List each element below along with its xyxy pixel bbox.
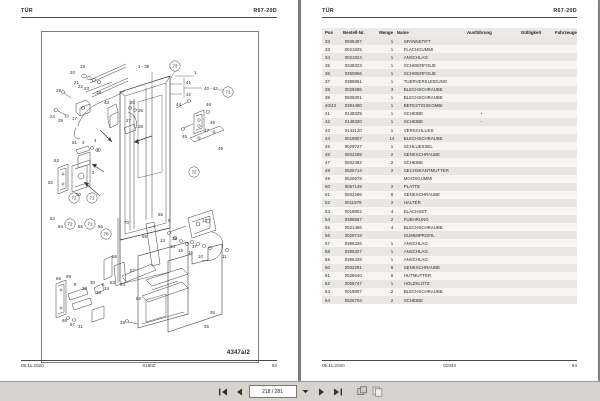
column-header-pos: Pos bbox=[325, 30, 334, 35]
cell-pos: 41 bbox=[325, 111, 330, 117]
cell-quantity: 1 bbox=[390, 248, 394, 254]
svg-text:15: 15 bbox=[178, 248, 183, 253]
table-row bbox=[322, 142, 577, 150]
cell-order-number: 0606301 bbox=[344, 95, 362, 101]
table-row bbox=[322, 264, 577, 272]
table-row bbox=[322, 126, 577, 134]
column-header-version: Ausführung bbox=[466, 30, 492, 35]
cell-order-number: 0019807 bbox=[344, 135, 362, 141]
table-row bbox=[322, 118, 577, 126]
cell-order-number: 0528640 bbox=[344, 273, 362, 279]
svg-text:66: 66 bbox=[56, 276, 61, 281]
svg-text:35: 35 bbox=[204, 324, 209, 329]
cell-order-number: 0396327 bbox=[344, 248, 362, 254]
column-header-name: Name bbox=[396, 30, 409, 35]
table-row bbox=[322, 272, 577, 280]
cell-quantity: 1 bbox=[390, 119, 394, 125]
svg-text:34: 34 bbox=[104, 286, 109, 291]
cell-quantity: 1 bbox=[390, 38, 394, 44]
cell-order-number: 0394480 bbox=[344, 103, 362, 109]
drawing-number: 4347a/2 bbox=[226, 350, 250, 356]
svg-text:17: 17 bbox=[72, 116, 77, 121]
cell-name: HALTER bbox=[403, 200, 421, 206]
column-header-quantity: Menge bbox=[379, 30, 394, 35]
cell-quantity: 2 bbox=[390, 297, 394, 303]
cell-pos: 59 bbox=[325, 257, 330, 263]
cell-pos: 60 bbox=[325, 265, 330, 271]
page-right[interactable] bbox=[301, 0, 598, 381]
cell-name: SCHEIBE bbox=[403, 297, 424, 303]
svg-text:70: 70 bbox=[103, 231, 109, 237]
cell-name: BLECHSCHRAUBE bbox=[403, 87, 443, 93]
table-row bbox=[322, 134, 577, 142]
cell-order-number: 0521486 bbox=[344, 224, 362, 230]
svg-text:2: 2 bbox=[92, 170, 95, 175]
cell-quantity: 1 bbox=[390, 103, 394, 109]
cell-pos: 40/43 bbox=[325, 103, 336, 109]
right-header-rule bbox=[322, 17, 577, 18]
cell-quantity: 1 bbox=[390, 79, 394, 85]
cell-quantity: 1 bbox=[390, 257, 394, 263]
svg-text:36: 36 bbox=[210, 310, 215, 315]
svg-text:20: 20 bbox=[130, 100, 135, 105]
right-header-title: TÜR bbox=[322, 8, 334, 14]
rotate-view-button[interactable] bbox=[356, 385, 369, 398]
svg-text:62: 62 bbox=[50, 216, 55, 221]
svg-text:44: 44 bbox=[176, 102, 181, 107]
svg-text:70: 70 bbox=[124, 220, 129, 225]
svg-text:62: 62 bbox=[136, 296, 141, 301]
table-body bbox=[322, 37, 577, 304]
cell-name: SENKSCHRAUBE bbox=[403, 151, 441, 157]
svg-text:12: 12 bbox=[202, 218, 207, 223]
svg-text:27: 27 bbox=[126, 118, 131, 123]
cell-pos: 55 bbox=[325, 224, 330, 230]
cell-name: SECHSKANTMUTTER bbox=[403, 168, 449, 174]
table-row bbox=[322, 77, 577, 85]
svg-text:52: 52 bbox=[48, 180, 53, 185]
cell-pos: 50 bbox=[325, 184, 330, 190]
svg-text:16: 16 bbox=[188, 250, 193, 255]
svg-text:64: 64 bbox=[120, 282, 125, 287]
cell-name: SENKSCHRAUBE bbox=[403, 265, 441, 271]
svg-text:33: 33 bbox=[96, 290, 101, 295]
cell-name: HOLZKLOTZ bbox=[403, 281, 430, 287]
cell-name: GUMMIPROFIL bbox=[403, 232, 435, 238]
cell-quantity: 2 bbox=[390, 200, 394, 206]
cell-order-number: 0143120 bbox=[344, 127, 362, 133]
cell-name: BLECHSCHRAUBE bbox=[403, 224, 443, 230]
cell-order-number: 0029286 bbox=[344, 87, 362, 93]
right-page-footer bbox=[322, 360, 577, 372]
cell-pos: 36 bbox=[325, 70, 330, 76]
right-page-header bbox=[301, 8, 598, 22]
navigation-toolbar bbox=[0, 381, 600, 401]
copy-icon bbox=[372, 386, 383, 397]
cell-name: ANSCHLAG bbox=[403, 54, 428, 60]
cell-quantity: 1 bbox=[390, 240, 394, 246]
svg-text:6: 6 bbox=[102, 282, 105, 287]
rotate-icon bbox=[357, 386, 368, 397]
cell-quantity: 2 bbox=[390, 289, 394, 295]
table-row bbox=[322, 183, 577, 191]
table-row bbox=[322, 239, 577, 247]
cell-name: ANSCHLAG bbox=[403, 248, 428, 254]
cell-quantity: 14 bbox=[389, 135, 395, 141]
cell-name: SCHEIBE bbox=[403, 119, 424, 125]
cell-order-number: 0505497 bbox=[344, 38, 362, 44]
cell-order-number: 0148320 bbox=[344, 119, 362, 125]
svg-text:65: 65 bbox=[158, 212, 163, 217]
svg-text:1 - 39: 1 - 39 bbox=[138, 64, 150, 69]
last-page-icon bbox=[333, 388, 342, 396]
cell-quantity: 3 bbox=[390, 87, 394, 93]
svg-text:37: 37 bbox=[192, 244, 197, 249]
cell-order-number: 0057149 bbox=[344, 184, 362, 190]
cell-pos: 37 bbox=[325, 79, 330, 85]
left-footer-rule bbox=[21, 360, 277, 361]
cell-order-number: 0350866 bbox=[344, 70, 362, 76]
svg-text:14: 14 bbox=[170, 244, 175, 249]
svg-text:13: 13 bbox=[160, 238, 165, 243]
svg-text:38: 38 bbox=[120, 320, 125, 325]
cell-order-number: 0396326 bbox=[344, 240, 362, 246]
parts-table bbox=[322, 28, 577, 304]
cell-quantity: 2 bbox=[390, 184, 394, 190]
left-footer-page-number: 63 bbox=[271, 363, 277, 368]
table-row bbox=[322, 231, 577, 239]
svg-text:10: 10 bbox=[198, 254, 203, 259]
cell-name: SCHEIBE bbox=[403, 159, 424, 165]
right-footer-code: 01933 bbox=[443, 363, 456, 368]
cell-quantity: 2 bbox=[390, 151, 394, 157]
svg-text:72: 72 bbox=[67, 221, 73, 227]
svg-text:41: 41 bbox=[186, 80, 191, 85]
cell-name: SCHEIBE bbox=[403, 111, 424, 117]
svg-text:47: 47 bbox=[204, 128, 209, 133]
table-row bbox=[322, 167, 577, 175]
table-row bbox=[322, 288, 577, 296]
svg-text:22: 22 bbox=[78, 84, 83, 89]
page-left[interactable] bbox=[0, 0, 298, 381]
svg-text:56: 56 bbox=[98, 224, 103, 229]
cell-name: TUERVERKLEIDUNG bbox=[403, 79, 448, 85]
table-row bbox=[322, 110, 577, 118]
svg-text:21: 21 bbox=[74, 80, 79, 85]
table-row bbox=[322, 247, 577, 255]
cell-order-number: 0502482 bbox=[344, 159, 362, 165]
svg-text:1: 1 bbox=[194, 70, 197, 75]
cell-order-number: 0396328 bbox=[344, 257, 362, 263]
cell-order-number: 0019807 bbox=[344, 289, 362, 295]
svg-text:69: 69 bbox=[66, 274, 71, 279]
svg-text:72: 72 bbox=[191, 169, 197, 175]
chevron-down-icon bbox=[302, 389, 309, 394]
next-page-icon bbox=[318, 388, 325, 396]
cell-name: SCHLUESSEL bbox=[403, 143, 433, 149]
cell-pos: 48 bbox=[325, 168, 330, 174]
svg-text:39: 39 bbox=[172, 236, 177, 241]
exploded-door-diagram bbox=[42, 32, 258, 362]
svg-text:5: 5 bbox=[168, 218, 171, 223]
svg-text:8: 8 bbox=[74, 282, 77, 287]
left-header-title: TÜR bbox=[21, 8, 33, 14]
table-row bbox=[322, 53, 577, 61]
cell-pos: 58 bbox=[325, 248, 330, 254]
cell-quantity: 1 bbox=[390, 111, 394, 117]
table-row bbox=[322, 102, 577, 110]
cell-pos: 47 bbox=[325, 159, 330, 165]
cell-order-number: 0502286 bbox=[344, 192, 362, 198]
svg-text:48: 48 bbox=[210, 120, 215, 125]
first-page-icon bbox=[219, 388, 228, 396]
cell-name: SCHWERFOLIE bbox=[403, 62, 436, 68]
svg-text:18: 18 bbox=[96, 90, 101, 95]
svg-text:26: 26 bbox=[138, 108, 143, 113]
cell-pos: 44 bbox=[325, 135, 330, 141]
cell-pos: 53 bbox=[325, 208, 330, 214]
previous-page-button[interactable] bbox=[233, 384, 247, 399]
svg-text:57: 57 bbox=[130, 268, 135, 273]
cell-name: BLECHSCHRAUBE bbox=[403, 289, 443, 295]
svg-text:19: 19 bbox=[80, 64, 85, 69]
cell-quantity: 6 bbox=[390, 273, 394, 279]
first-page-button[interactable] bbox=[217, 384, 231, 399]
svg-text:25: 25 bbox=[58, 118, 63, 123]
svg-text:63: 63 bbox=[110, 280, 115, 285]
cell-quantity: 1 bbox=[390, 62, 394, 68]
cell-name: VERSCHLUSS bbox=[403, 127, 434, 133]
svg-text:3: 3 bbox=[82, 140, 85, 145]
cell-quantity: 1 bbox=[390, 46, 394, 52]
cell-quantity: 2 bbox=[390, 216, 394, 222]
table-row bbox=[322, 296, 577, 304]
svg-text:54: 54 bbox=[58, 224, 63, 229]
cell-pos: 54 bbox=[325, 216, 330, 222]
last-page-button[interactable] bbox=[331, 384, 345, 399]
cell-order-number: 0011979 bbox=[344, 200, 362, 206]
cell-name: FLACHGUMMI bbox=[403, 46, 434, 52]
cell-quantity: 2 bbox=[390, 159, 394, 165]
cell-pos: 49 bbox=[325, 176, 330, 182]
svg-text:24: 24 bbox=[50, 114, 55, 119]
svg-text:50: 50 bbox=[76, 192, 81, 197]
table-row bbox=[322, 191, 577, 199]
table-row bbox=[322, 215, 577, 223]
cell-pos: 46 bbox=[325, 151, 330, 157]
cell-name: SENKSCHRAUBE bbox=[403, 192, 441, 198]
next-page-button[interactable] bbox=[315, 384, 329, 399]
cell-pos: 63 bbox=[325, 289, 330, 295]
svg-text:45: 45 bbox=[182, 134, 187, 139]
svg-text:55: 55 bbox=[78, 224, 83, 229]
cell-pos: 57 bbox=[325, 240, 330, 246]
cell-name: BLECHSCHRAUBE bbox=[403, 95, 443, 101]
cell-quantity: 1 bbox=[390, 127, 394, 133]
table-row bbox=[322, 199, 577, 207]
table-row bbox=[322, 223, 577, 231]
cell-pos: 34 bbox=[325, 54, 330, 60]
left-page-footer bbox=[21, 360, 277, 372]
cell-quantity: 1 bbox=[390, 95, 394, 101]
cell-order-number: 0148329 bbox=[344, 111, 362, 117]
table-row bbox=[322, 175, 577, 183]
technical-drawing-frame bbox=[41, 31, 259, 363]
cell-name: BEFESTIGSKOMBI bbox=[403, 103, 443, 109]
svg-text:46: 46 bbox=[206, 102, 211, 107]
cell-order-number: 0056747 bbox=[344, 281, 362, 287]
svg-text:29: 29 bbox=[56, 88, 61, 93]
cell-quantity: 4 bbox=[390, 224, 394, 230]
cell-pos: 33 bbox=[325, 46, 330, 52]
cell-name: PLATTE bbox=[403, 184, 421, 190]
page-dropdown-button[interactable] bbox=[299, 384, 313, 399]
table-row bbox=[322, 37, 577, 45]
cell-order-number: 0021824 bbox=[344, 54, 362, 60]
cell-quantity: 8 bbox=[390, 192, 394, 198]
cell-pos: 64 bbox=[325, 297, 330, 303]
cell-order-number: 0525704 bbox=[344, 297, 362, 303]
cell-version: + bbox=[480, 111, 484, 117]
svg-text:56: 56 bbox=[112, 254, 117, 259]
cell-version: - bbox=[480, 119, 482, 125]
table-row bbox=[322, 45, 577, 53]
svg-text:49: 49 bbox=[218, 146, 223, 151]
cell-name: SCHWERFOLIE bbox=[403, 70, 436, 76]
svg-text:28: 28 bbox=[138, 124, 143, 129]
table-row bbox=[322, 94, 577, 102]
cell-pos: 43 bbox=[325, 127, 330, 133]
table-row bbox=[322, 158, 577, 166]
left-header-reference: R67-20D bbox=[253, 8, 277, 14]
table-row bbox=[322, 69, 577, 77]
cell-order-number: 0525714 bbox=[344, 168, 362, 174]
cell-quantity: 1 bbox=[390, 281, 394, 287]
cell-order-number: 0388861 bbox=[344, 79, 362, 85]
cell-order-number: 0502285 bbox=[344, 151, 362, 157]
cell-order-number: 0388557 bbox=[344, 216, 362, 222]
cell-order-number: 0029727 bbox=[344, 143, 362, 149]
cell-order-number: 0021825 bbox=[344, 46, 362, 52]
svg-text:30: 30 bbox=[90, 280, 95, 285]
svg-text:23: 23 bbox=[84, 86, 89, 91]
cell-pos: 45 bbox=[325, 143, 330, 149]
svg-text:67: 67 bbox=[70, 322, 75, 327]
cell-pos: 52 bbox=[325, 200, 330, 206]
cell-name: FUEHRUNG bbox=[403, 216, 429, 222]
svg-text:43: 43 bbox=[104, 100, 109, 105]
svg-text:11: 11 bbox=[222, 254, 227, 259]
copy-page-button[interactable] bbox=[371, 385, 384, 398]
svg-text:31: 31 bbox=[78, 324, 83, 329]
column-header-vehicles: Fahrzeuge bbox=[555, 30, 577, 35]
cell-order-number: 0029719 bbox=[344, 232, 362, 238]
cell-pos: 51 bbox=[325, 192, 330, 198]
svg-text:68: 68 bbox=[62, 318, 67, 323]
cell-quantity: 2 bbox=[390, 168, 394, 174]
table-row bbox=[322, 86, 577, 94]
cell-order-number: 0348323 bbox=[344, 62, 362, 68]
cell-quantity: 1 bbox=[390, 143, 394, 149]
previous-page-icon bbox=[236, 388, 243, 396]
svg-text:71: 71 bbox=[89, 195, 95, 201]
cell-name: SPANNSTIFT bbox=[403, 38, 431, 44]
cell-order-number: 0019802 bbox=[344, 208, 362, 214]
cell-order-number: 0502291 bbox=[344, 265, 362, 271]
cell-name: ELACHSET bbox=[403, 208, 427, 214]
svg-text:53: 53 bbox=[54, 158, 59, 163]
left-footer-code: 0190Z bbox=[142, 363, 156, 368]
cell-pos: 33 bbox=[325, 38, 330, 44]
cell-quantity: 1 bbox=[390, 54, 394, 60]
cell-pos: 62 bbox=[325, 281, 330, 287]
cell-pos: 39 bbox=[325, 95, 330, 101]
cell-pos: 42 bbox=[325, 119, 330, 125]
cell-name: ANSCHLAG bbox=[403, 257, 428, 263]
svg-text:4: 4 bbox=[94, 138, 97, 143]
right-footer-rule bbox=[322, 360, 577, 361]
left-page-header bbox=[0, 8, 298, 22]
cell-order-number: 0520678 bbox=[344, 176, 362, 182]
svg-text:71: 71 bbox=[225, 89, 231, 95]
svg-text:51: 51 bbox=[72, 140, 77, 145]
column-header-validity: Gültigkeit bbox=[520, 30, 542, 35]
svg-text:58: 58 bbox=[142, 234, 147, 239]
table-row bbox=[322, 150, 577, 158]
svg-text:42: 42 bbox=[186, 92, 191, 97]
svg-text:71: 71 bbox=[87, 221, 93, 227]
svg-text:73: 73 bbox=[172, 63, 178, 69]
cell-pos: 61 bbox=[325, 273, 330, 279]
right-footer-date: 05.11.2020 bbox=[322, 363, 345, 368]
svg-text:72: 72 bbox=[71, 195, 77, 201]
cell-name: ANSCHLAG bbox=[403, 240, 428, 246]
cell-quantity: 6 bbox=[390, 265, 394, 271]
svg-text:40 - 43: 40 - 43 bbox=[204, 86, 218, 91]
left-footer-date: 05.11.2020 bbox=[21, 363, 44, 368]
cell-quantity: 4 bbox=[390, 208, 394, 214]
table-row bbox=[322, 61, 577, 69]
right-footer-page-number: 64 bbox=[571, 363, 577, 368]
cell-quantity: 1 bbox=[390, 70, 394, 76]
cell-pos: 35 bbox=[325, 62, 330, 68]
table-row bbox=[322, 256, 577, 264]
page-number-input[interactable]: 218 / 281 bbox=[249, 385, 297, 398]
cell-name: BLECHSCHRAUBE bbox=[403, 135, 443, 141]
table-header-row bbox=[322, 28, 577, 37]
right-header-reference: R67-20D bbox=[553, 8, 577, 14]
cell-pos: 56 bbox=[325, 232, 330, 238]
svg-text:20: 20 bbox=[70, 70, 75, 75]
table-row bbox=[322, 280, 577, 288]
svg-text:32: 32 bbox=[82, 286, 87, 291]
cell-name: HUTMUTTER bbox=[403, 273, 432, 279]
cell-name: MOOSGUMMI bbox=[403, 176, 433, 182]
left-header-rule bbox=[21, 17, 277, 18]
column-header-order-number: Bestell-Nr. bbox=[342, 30, 365, 35]
cell-pos: 38 bbox=[325, 87, 330, 93]
table-row bbox=[322, 207, 577, 215]
